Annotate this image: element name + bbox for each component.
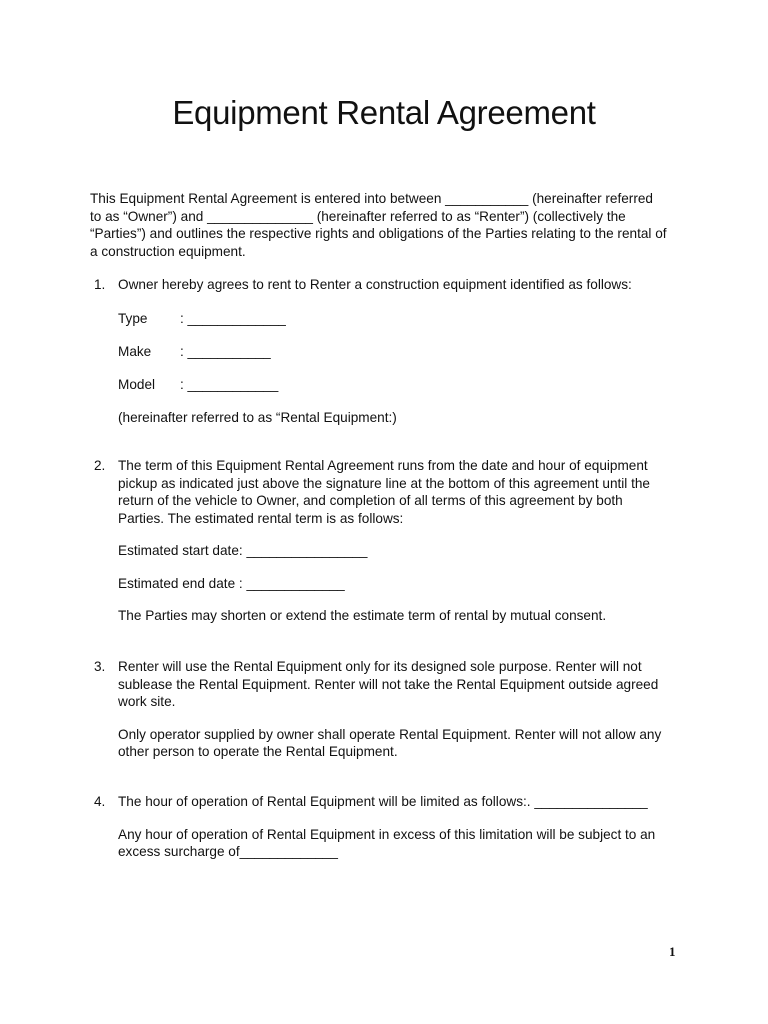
intro-line: “Parties”) and outlines the respective rights and obligations of the Parties relating to the rental of	[90, 226, 667, 241]
intro-line: This Equipment Rental Agreement is entered into between ___________ (hereinafter referred	[90, 191, 653, 206]
clause-number: 4.	[94, 794, 106, 809]
field-blank: : ____________	[180, 376, 279, 392]
clause-body	[118, 457, 678, 625]
field-blank: : ___________	[180, 343, 271, 359]
document-title: Equipment Rental Agreement	[172, 94, 596, 131]
clause-line: Any hour of operation of Rental Equipment in excess of this limitation will be subject to an	[118, 826, 656, 842]
clause-body	[118, 658, 678, 761]
intro-line: to as “Owner”) and ______________ (hereinafter referred to as “Renter”) (collectively the	[90, 208, 626, 224]
clause-line: return of the vehicle to Owner, and completion of all terms of this agreement by both	[118, 493, 623, 508]
field-type	[118, 310, 678, 328]
field-make	[118, 343, 678, 361]
clause-line: pickup as indicated just above the signature line at the bottom of this agreement until the	[118, 475, 650, 491]
end-date-field: Estimated end date : _____________	[118, 575, 345, 591]
clause-line: work site.	[118, 694, 176, 709]
clause-number: 1.	[94, 277, 106, 292]
clause-body	[118, 276, 678, 426]
clause-number: 2.	[94, 458, 106, 473]
clause-line: The term of this Equipment Rental Agreement runs from the date and hour of equipment	[118, 458, 648, 473]
field-model	[118, 376, 678, 394]
clause-body	[118, 793, 678, 861]
start-date-field: Estimated start date: ________________	[118, 543, 368, 558]
page-number: 1	[669, 944, 676, 959]
field-label: Model	[118, 376, 156, 392]
clause-note: (hereinafter referred to as “Rental Equipment:)	[118, 409, 397, 425]
clause-line: Only operator supplied by owner shall operate Rental Equipment. Renter will not allow any	[118, 726, 662, 742]
clause-text	[118, 457, 678, 527]
clause-lead: Owner hereby agrees to rent to Renter a construction equipment identified as follows:	[118, 277, 632, 292]
clause-lead: The hour of operation of Rental Equipment will be limited as follows:. _______________	[118, 794, 648, 809]
clause-line: Renter will use the Rental Equipment only for its designed sole purpose. Renter will not	[118, 659, 642, 674]
clause-number: 3.	[94, 659, 106, 674]
clause-line: Parties. The estimated rental term is as follows:	[118, 510, 404, 526]
field-label: Type	[118, 310, 148, 326]
clause-text	[118, 658, 678, 711]
field-label: Make	[118, 343, 152, 359]
clause-text-2	[118, 826, 678, 861]
field-blank: : _____________	[180, 310, 286, 326]
intro-line: a construction equipment.	[90, 243, 246, 259]
clause-line: other person to operate the Rental Equipment.	[118, 744, 398, 759]
clause-line: excess surcharge of_____________	[118, 844, 338, 859]
clause-text-2	[118, 726, 678, 761]
clause-line: sublease the Rental Equipment. Renter will not take the Rental Equipment outside agreed	[118, 676, 659, 692]
intro-paragraph	[90, 190, 690, 260]
clause-closing: The Parties may shorten or extend the estimate term of rental by mutual consent.	[118, 608, 607, 623]
